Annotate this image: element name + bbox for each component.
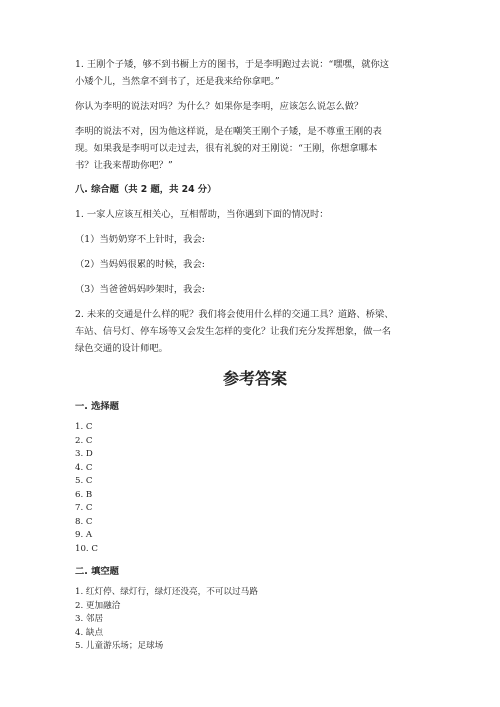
answer-title: 参考答案 — [222, 369, 287, 388]
list-item: 2. C — [75, 435, 93, 446]
list-item: 4. 缺点 — [75, 627, 104, 638]
question-text: 1. 一家人应该互相关心，互相帮助，当你遇到下面的情况时： — [75, 209, 329, 220]
question-prompt: 你认为李明的说法对吗？为什么？如果你是李明，应该怎么说怎么做？ — [75, 101, 364, 112]
list-item: 6. B — [75, 489, 93, 500]
section-heading: 八. 综合题（共 2 题，共 24 分） — [75, 184, 217, 195]
answer-text: 书？让我来帮助你吧？” — [75, 160, 173, 171]
section-heading: 一. 选择题 — [75, 401, 119, 412]
answer-list — [75, 421, 435, 556]
sub-question: （1）当奶奶穿不上针时，我会: — [75, 234, 205, 245]
list-item: 4. C — [75, 462, 93, 473]
list-item: 3. 邻居 — [75, 614, 104, 624]
document-page — [75, 56, 435, 654]
answer-list — [75, 586, 435, 654]
answer-text: 现。如果我是李明可以走过去，很有礼貌的对王刚说：“王刚，你想拿哪本 — [75, 143, 378, 154]
question-text: 2. 未来的交通是什么样的呢？我们将会使用什么样的交通工具？道路、桥梁、 — [75, 309, 394, 320]
list-item: 1. 红灯停、绿灯行，绿灯还没亮，不可以过马路 — [75, 587, 258, 597]
list-item: 5. C — [75, 476, 93, 486]
list-item: 10. C — [75, 543, 98, 554]
question-text: 绿色交通的设计师吧。 — [75, 343, 168, 354]
sub-question: （2）当妈妈很累的时候，我会: — [75, 259, 205, 270]
list-item: 1. C — [75, 422, 93, 432]
sub-question: （3）当爸爸妈妈吵架时，我会: — [75, 284, 205, 295]
section-heading: 二. 填空题 — [75, 566, 119, 577]
list-item: 7. C — [75, 503, 93, 513]
question-text: 1. 王刚个子矮，够不到书橱上方的图书，于是李明跑过去说：“嘿嘿，就你这 — [75, 59, 390, 70]
list-item: 2. 更加融洽 — [75, 600, 121, 611]
list-item: 8. C — [75, 516, 93, 527]
list-item: 5. 儿童游乐场；足球场 — [75, 641, 164, 651]
answer-text: 李明的说法不对，因为他这样说，是在嘲笑王刚个子矮，是不尊重王刚的表 — [75, 126, 382, 137]
question-text: 小矮个儿，当然拿不到书了，还是我来给你拿吧。” — [75, 76, 280, 87]
list-item: 9. A — [75, 530, 93, 540]
list-item: 3. D — [75, 449, 93, 459]
question-text: 车站、信号灯、停车场等又会发生怎样的变化？让我们充分发挥想象，做一名 — [75, 326, 392, 337]
